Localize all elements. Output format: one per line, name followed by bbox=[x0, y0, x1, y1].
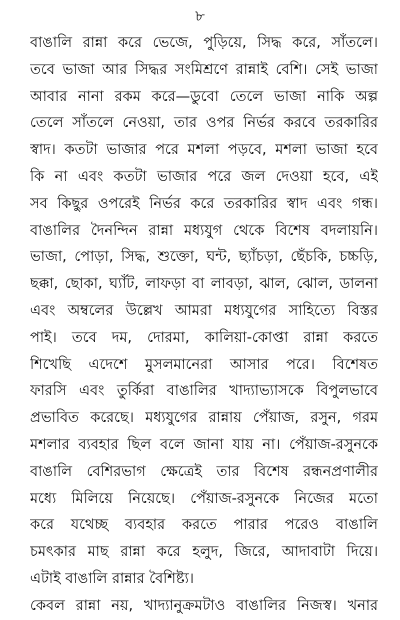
text-line: আবার নানা রকম করে—ডুবো তেলে ভাজা নাকি অল্প bbox=[30, 88, 378, 105]
text-line: করে যথেচ্ছ ব্যবহার করতে পারার পরেও বাঙালি bbox=[30, 517, 378, 534]
text-line: ফারসি এবং তুর্কিরা বাঙালির খাদ্যাভ্যাসকে বিপুলভাবে bbox=[30, 383, 378, 400]
text-line: তবে ভাজা আর সিদ্ধর সংমিশ্রণে রান্নাই বেশি। সেই ভাজা bbox=[30, 61, 378, 78]
text-line: ভাজা, পোড়া, সিদ্ধ, শুক্তো, ঘন্ট, ছ্যাঁচড়া, ছেঁচকি, চচ্চড়ি, bbox=[30, 249, 378, 266]
text-line: চমৎকার মাছ রান্না করে হলুদ, জিরে, আদাবাটা দিয়ে। bbox=[30, 544, 378, 561]
page-number: ৮ bbox=[195, 7, 205, 25]
body-text bbox=[30, 30, 378, 620]
text-line: স্বাদ। কতটা ভাজার পরে মশলা পড়বে, মশলা ভাজা হবে bbox=[30, 142, 378, 159]
text-line: বাঙালির দৈনন্দিন রান্না মধ্যযুগ থেকে বিশেষ বদলায়নি। bbox=[30, 222, 378, 239]
text-line: মশলার ব্যবহার ছিল বলে জানা যায় না। পেঁয়াজ-রসুনকে bbox=[30, 436, 378, 453]
text-line: শিখেছি এদেশে মুসলমানেরা আসার পরে। বিশেষত bbox=[30, 356, 378, 373]
text-line: তেলে সাঁতলে নেওয়া, তার ওপর নির্ভর করবে তরকারির bbox=[30, 115, 378, 132]
text-line: কেবল রান্না নয়, খাদ্যানুক্রমটাও বাঙালির নিজস্ব। খনার bbox=[30, 597, 378, 614]
text-line: এটাই বাঙালি রান্নার বৈশিষ্ট্য। bbox=[30, 570, 194, 587]
text-line: মধ্যে মিলিয়ে নিয়েছে। পেঁয়াজ-রসুনকে নিজের মতো bbox=[30, 490, 378, 507]
text-line: ছক্কা, ছোকা, ঘ্যাঁট, লাফড়া বা লাবড়া, ঝাল, ঝোল, ডালনা bbox=[30, 276, 378, 293]
text-line: বাঙালি রান্না করে ভেজে, পুড়িয়ে, সিদ্ধ করে, সাঁতলে। bbox=[30, 35, 378, 51]
text-line: বাঙালি বেশিরভাগ ক্ষেত্রেই তার বিশেষ রন্ধনপ্রণালীর bbox=[30, 463, 378, 480]
text-line: কি না এবং কতটা ভাজার পরে জল দেওয়া হবে, এই bbox=[30, 168, 378, 185]
text-line: পাই। তবে দম, দোরমা, কালিয়া-কোপ্তা রান্না করতে bbox=[30, 329, 378, 346]
text-line: এবং অম্বলের উল্লেখ আমরা মধ্যযুগের সাহিত্যে বিস্তর bbox=[30, 302, 378, 319]
text-line: প্রভাবিত করেছে। মধ্যযুগের রান্নায় পেঁয়াজ, রসুন, গরম bbox=[30, 410, 378, 427]
text-line: সব কিছুর ওপরেই নির্ভর করে তরকারির স্বাদ এবং গন্ধ। bbox=[30, 195, 378, 212]
